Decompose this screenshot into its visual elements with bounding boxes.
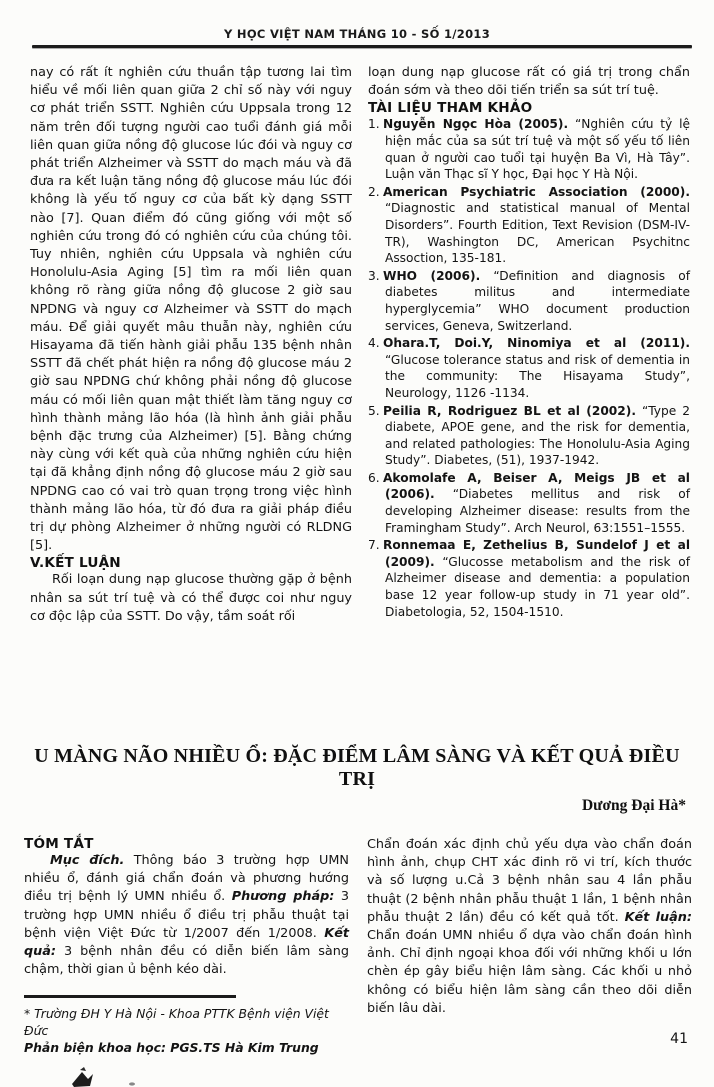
abstract-label-ket-luan: Kết luận:: [624, 909, 692, 925]
reference-text: “Diagnostic and statistical manual of Mental Disorders”. Fourth Edition, Text Revision (DSM-IV-TR), Washington DC, American Psychitnc Assoction, 135-181.: [385, 201, 690, 266]
article2-columns: [24, 836, 692, 1056]
conclusion-heading: V.KẾT LUẬN: [30, 555, 121, 572]
reference-authors: Ronnemaa E, Zethelius B, Sundelof J et al (2009).: [383, 538, 690, 569]
reference-item: [368, 116, 690, 182]
reference-item: [368, 470, 690, 536]
reference-item: [368, 403, 690, 469]
journal-header-title: Y HỌC VIỆT NAM THÁNG 10 - SỐ 1/2013: [223, 27, 491, 41]
reference-text: “Type 2 diabete, APOE gene, and the risk for dementia, and related pathologies: The Honolulu-Asia Aging Study”. Diabetes, (51), 1937-1942.: [385, 403, 690, 468]
conclusion-paragraph: Rối loạn dung nạp glucose thường gặp ở bệnh nhân sa sút trí tuệ và có thể được coi như nguy cơ độc lập của SSTT. Do vậy, tầm soát rối: [30, 572, 352, 624]
footnote-reviewer: Phản biện khoa học: PGS.TS Hà Kim Trung: [24, 1039, 319, 1055]
reference-item: [368, 268, 690, 334]
reference-text: “Nghiên cứu tỷ lệ hiện mắc của sa sút trí tuệ và một số yếu tố liên quan ở người cao tuổi tại huyện Ba Vì, Hà Tây”. Luận văn Thạc sĩ Y học, Đại học Y Hà Nội.: [385, 117, 690, 182]
footnote-affiliation: * Trường ĐH Y Hà Nội - Khoa PTTK Bệnh viện Việt Đức: [24, 1005, 329, 1038]
article2-left-column: [24, 836, 349, 1056]
reference-number: 2.: [368, 184, 380, 199]
reference-number: 1.: [368, 117, 380, 132]
page-number: 41: [670, 1031, 688, 1047]
article1-left-column: [30, 64, 352, 626]
abstract-text: Chẩn đoán xác định chủ yếu dựa vào chẩn đoán hình ảnh, chụp CHT xác đinh rõ vi trí, kích thước và số lượng u.Cả 3 bệnh nhân sau 4 lần phẫu thuật (2 bệnh nhân phẫu thuật 1 lần, 1 bệnh nhân phẫu thuật 2 lần) đều có kết quả tốt.: [367, 837, 692, 925]
article1-left-paragraph: nay có rất ít nghiên cứu thuần tập tương lai tìm hiểu về mối liên quan giữa 2 chỉ số này với nguy cơ phát triển SSTT. Nghiên cứu Uppsala trong 12 năm trên đối tượng người cao tuổi đánh giá mỗi liên quan giữa nồng độ glucose lúc đói và nguy cơ phát triển Alzheimer và SSTT do mạch máu và đã đưa ra kết luận tăng nồng độ glucose máu lúc đói không là yếu tố nguy cơ của bất kỳ dạng SSTT nào [7]. Quan điểm đó cũng giống với một số nghiên cứu trong đó có nghiên cứu của chúng tôi. Tuy nhiên, nghiên cứu Uppsala và nghiên cứu Honolulu-Asia Aging [5] tìm ra mối liên quan không rõ ràng giữa nồng độ glucose 2 giờ sau NPDNG và nguy cơ Alzheimer và SSTT do mạch máu. Để giải quyết mâu thuẫn này, nghiên cứu Hisayama đã tiến hành giải phẫu 135 bệnh nhân SSTT đã chết phát hiện ra nồng độ glucose máu 2 giờ sau NPDNG chứ không phải nồng độ glucose máu có mối liên quan mật thiết làm tăng nguy cơ hình thành mảng lão hóa (là hình ảnh giải phẫu bệnh đặc trưng của Alzheimer) [5]. Bằng chứng này cùng với kết quà của những nghiên cứu hiện tại đã khẳng định nồng độ glucose máu 2 giờ sau NPDNG cao có vai trò quan trọng trong việc hình thành mảng lão hóa, từ đó đưa ra giải pháp điều trị dự phòng Alzheimer ở những người có RLDNG [5].: [30, 65, 352, 554]
article2-title: U MÀNG NÃO NHIỀU Ổ: ĐẶC ĐIỂM LÂM SÀNG VÀ KẾT QUẢ ĐIỀU TRỊ: [34, 745, 680, 790]
reference-item: [368, 184, 690, 267]
article1-right-top-paragraph: loạn dung nạp glucose rất có giá trị trong chẩn đoán sớm và theo dõi tiến triển sa sút trí tuệ.: [368, 65, 690, 99]
abstract-label-phuong-phap: Phương pháp:: [231, 889, 335, 905]
references-heading: TÀI LIỆU THAM KHẢO: [368, 100, 533, 117]
reference-authors: Nguyễn Ngọc Hòa (2005).: [383, 117, 569, 132]
abstract-text: 3 bệnh nhân đều có diễn biến lâm sàng chậm, thời gian ủ bệnh kéo dài.: [24, 944, 349, 978]
reference-authors: American Psychiatric Association (2000).: [383, 184, 690, 199]
reference-text: “Glucose tolerance status and risk of dementia in the community: The Hisayama Study”, Neurology, 1126 -1134.: [385, 352, 690, 400]
abstract-paragraph: [24, 852, 349, 979]
reference-authors: Akomolafe A, Beiser A, Meigs JB et al (2006).: [383, 470, 690, 502]
abstract-text: 3 trường hợp UMN nhiều ổ điều trị phẫu thuật tại bệnh viện Việt Đức từ 1/2007 đến 1/2008.: [24, 889, 349, 941]
footnote-block: [24, 995, 349, 1056]
abstract-text: Thông báo 3 trường hợp UMN nhiều ổ, đánh giá chẩn đoán và phương hướng điều trị bệnh lý UMN nhiều ổ.: [24, 853, 350, 905]
article2-author: Dương Đại Hà*: [581, 797, 686, 814]
reference-authors: WHO (2006).: [383, 268, 481, 283]
reference-item: [368, 335, 690, 401]
reference-item: [368, 537, 690, 620]
reference-text: “Glucosse metabolism and the risk of Alzheimer disease and dementia: a population base 12 year follow-up study in 71 year old”. Diabetologia, 52, 1504-1510.: [385, 554, 690, 619]
abstract-text: Chẩn đoán UMN nhiều ổ dựa vào chẩn đoán hình ảnh. Chỉ định ngoại khoa đối với những khối u lớn chèn ép gây biểu hiện lâm sàng. Các khối u nhỏ không có biểu hiện lâm sàng cần theo dõi diễn biến lâu dài.: [367, 928, 692, 1016]
ink-mark: [66, 1064, 146, 1087]
header-rule: [32, 45, 692, 48]
footnote-rule: [24, 995, 236, 998]
abstract-label-ket-qua: Kết quả:: [24, 925, 349, 960]
references-list: [368, 116, 690, 620]
reference-authors: Peilia R, Rodriguez BL et al (2002).: [383, 403, 636, 418]
article1-right-column: [368, 64, 690, 626]
reference-number: 4.: [368, 336, 380, 351]
reference-number: 7.: [368, 538, 380, 553]
abstract-label-muc-dich: Mục đích.: [50, 853, 125, 868]
article2-right-paragraph: [367, 836, 692, 1018]
abstract-heading: TÓM TẮT: [24, 836, 94, 852]
article1-columns: [30, 64, 690, 626]
reference-text: “Diabetes mellitus and risk of developing Alzheimer disease: results from the Framingham Study”. Arch Neurol, 63:1551–1555.: [385, 487, 690, 535]
reference-authors: Ohara.T, Doi.Y, Ninomiya et al (2011).: [383, 336, 690, 351]
article2-right-column: [367, 836, 692, 1056]
reference-number: 3.: [368, 268, 380, 283]
reference-number: 5.: [368, 403, 380, 418]
reference-text: “Definition and diagnosis of diabetes militus and intermediate hyperglycemia” WHO document production services, Geneva, Switzerland.: [385, 268, 690, 333]
reference-number: 6.: [368, 470, 380, 485]
